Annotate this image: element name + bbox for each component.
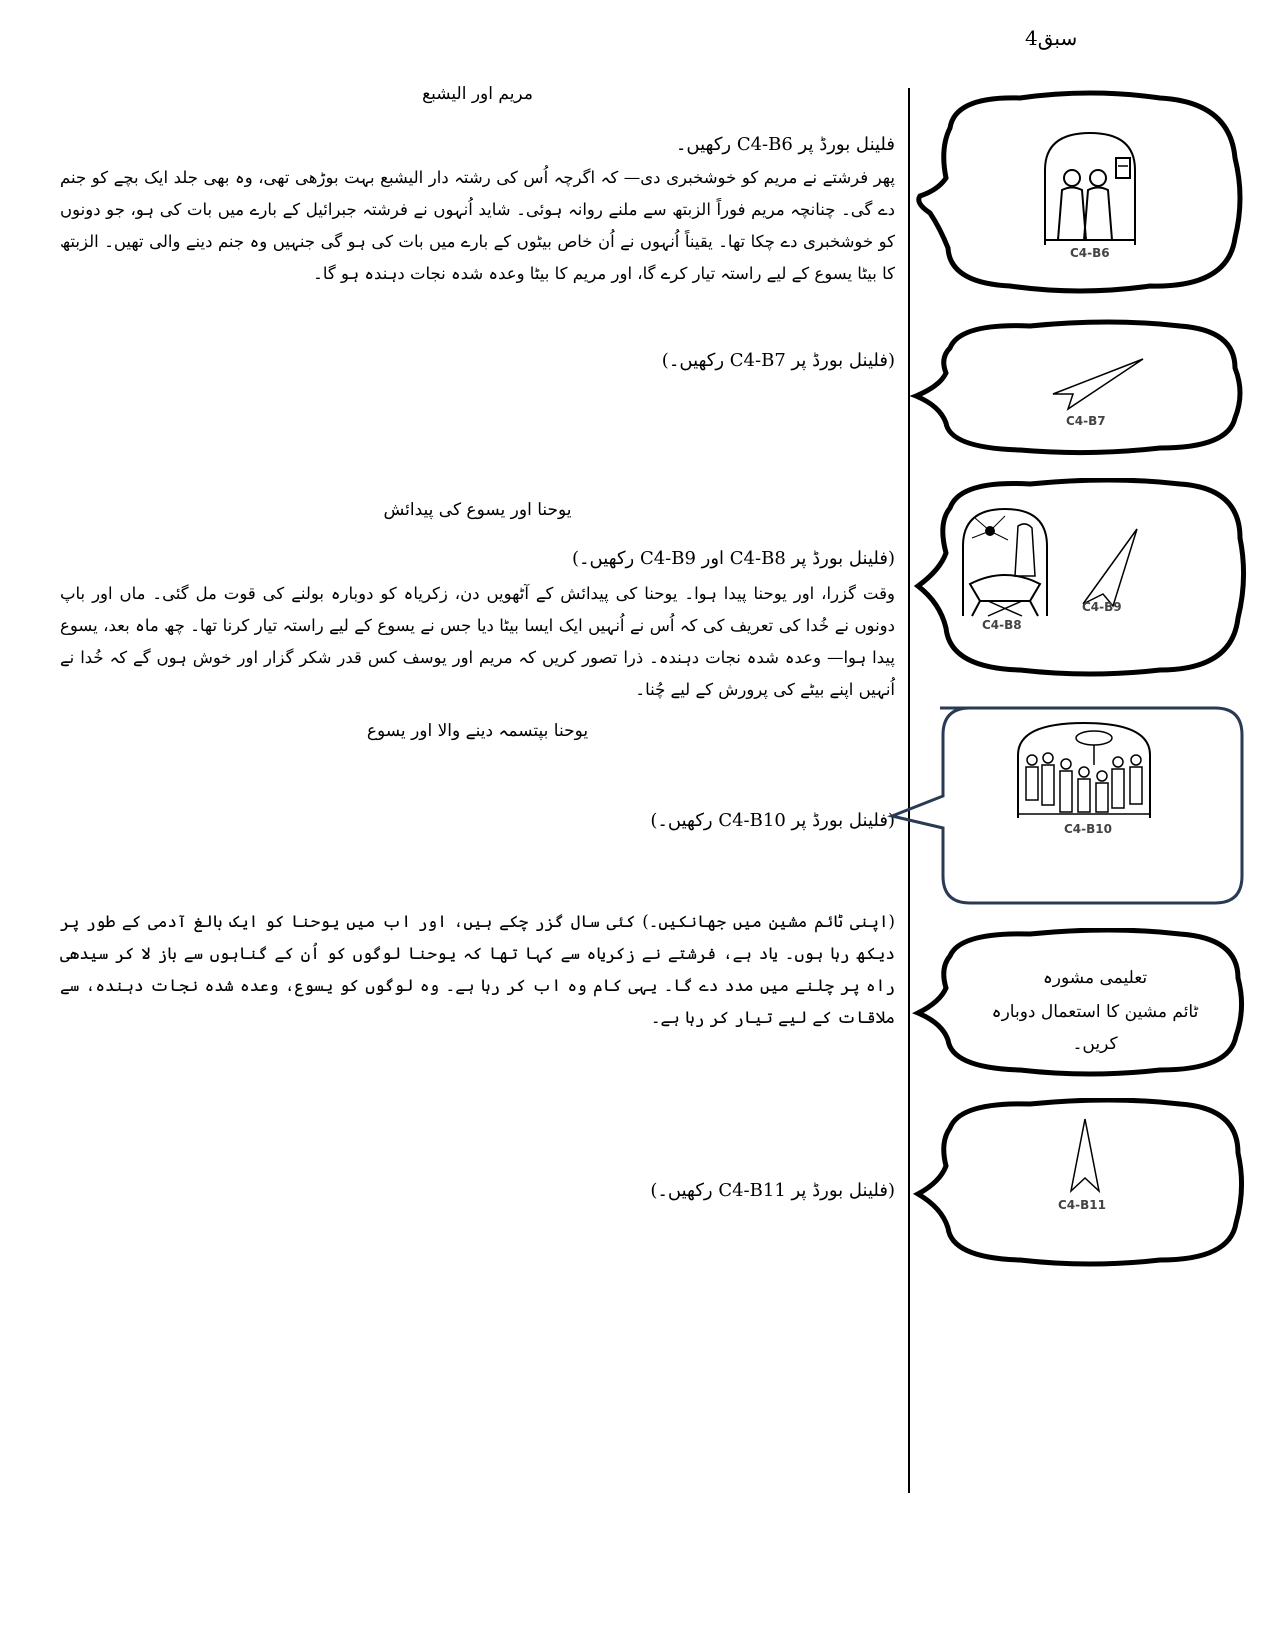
teaching-tip-bubble <box>910 928 1250 1078</box>
instruction-c4-b8-b9: (فلینل بورڈ پر C4-B8 اور C4-B9 رکھیں۔) <box>571 548 895 569</box>
page-number: سبق4 <box>1025 26 1078 50</box>
figure-label-c4-b8: C4-B8 <box>982 618 1022 632</box>
figure-bubble-c4-b7 <box>910 318 1250 458</box>
paragraph-john-baptist: (اپنی ٹائم مشین میں جھانکیں۔) کئی سال گزر چکے ہیں، اور اب میں یوحنا کو ایک بالغ آدمی کے طور پر دیکھ رہا ہوں۔ یاد ہے، فرشتے نے زکریاہ سے کہا تھا کہ یوحنا لوگوں کو اُن کے گناہوں سے باز لا کر سیدھی راہ پر چلنے میں مدد دے گا۔ یہی کام وہ اب کر رہا ہے۔ وہ لوگوں کو یسوع، وعدہ شدہ نجات دہندہ، سے ملاقات کے لیے تیار کر رہا ہے۔ <box>60 912 895 1027</box>
instruction-c4-b6: فلینل بورڈ پر C4-B6 رکھیں۔ <box>675 134 895 155</box>
instruction-c4-b7: (فلینل بورڈ پر C4-B7 رکھیں۔) <box>661 350 895 371</box>
figure-bubble-c4-b6 <box>910 88 1250 298</box>
figure-label-c4-b10: C4-B10 <box>1064 822 1112 836</box>
mary-elizabeth-icon <box>1040 130 1140 250</box>
figure-label-c4-b11: C4-B11 <box>1058 1198 1106 1212</box>
figure-bubble-c4-b11 <box>910 1098 1250 1268</box>
manger-icon <box>960 506 1050 621</box>
figure-label-c4-b6: C4-B6 <box>1070 246 1110 260</box>
paragraph-birth: وقت گزرا، اور یوحنا پیدا ہوا۔ یوحنا کی پیدائش کے آٹھویں دن، زکریاہ کو دوبارہ بولنے کی قوت مل گئی۔ ماں اور باپ دونوں نے خُدا کی تعریف کی کہ اُس نے اُنہیں ایک ایسا بیٹا دیا جس نے یسوع کے لیے راستہ تیار کرنا تھا۔ چھ ماہ بعد، یسوع پیدا ہوا— وعدہ شدہ نجات دہندہ۔ ذرا تصور کریں کہ مریم اور یوسف کس قدر شکر گزار اور خوش ہوں گے کہ خُدا نے اُنہیں اپنے بیٹے کی پرورش کے لیے چُنا۔ <box>60 584 895 699</box>
heading-birth-of-john-and-jesus: یوحنا اور یسوع کی پیدائش <box>383 500 572 520</box>
figure-bubble-c4-b8-b9 <box>910 478 1250 678</box>
heading-john-baptist-and-jesus: یوحنا بپتسمہ دینے والا اور یسوع <box>366 721 589 741</box>
arrow-icon <box>1048 354 1148 414</box>
instruction-c4-b11: (فلینل بورڈ پر C4-B11 رکھیں۔) <box>650 1180 895 1201</box>
arrow-icon <box>1065 1116 1105 1196</box>
paragraph-mary-elizabeth: پھر فرشتے نے مریم کو خوشخبری دی— کہ اگرچہ اُس کی رشتہ دار الیشبع بہت بوڑھی تھی، وہ بھی جلد ایک بچے کو جنم دے گی۔ چنانچہ مریم فوراً الزبتھ سے ملنے روانہ ہوئی۔ شاید اُنہوں نے فرشتہ جبرائیل کے بارے میں بات کی ہو، جو دونوں کو خوشخبری دے چکا تھا۔ یقیناً اُنہوں نے اُن خاص بیٹوں کے بارے میں بات کی ہو گی جنہیں وہ جنم دینے والی تھیں۔ الزبتھ کا بیٹا یسوع کے لیے راستہ تیار کرے گا، اور مریم کا بیٹا وعدہ شدہ نجات دہندہ ہو گا۔ <box>60 168 895 283</box>
teaching-tip-text: ٹائم مشین کا استعمال دوبارہ کریں۔ <box>991 1002 1199 1054</box>
instruction-c4-b10: (فلینل بورڈ پر C4-B10 رکھیں۔) <box>650 810 895 831</box>
teaching-tip-title: تعلیمی مشورہ <box>1042 968 1148 988</box>
figure-callout-c4-b10 <box>870 698 1250 908</box>
figure-label-c4-b7: C4-B7 <box>1066 414 1106 428</box>
figure-label-c4-b9: C4-B9 <box>1082 600 1122 614</box>
heading-mary-elizabeth: مریم اور الیشبع <box>422 84 533 104</box>
crowd-icon <box>1014 720 1154 820</box>
